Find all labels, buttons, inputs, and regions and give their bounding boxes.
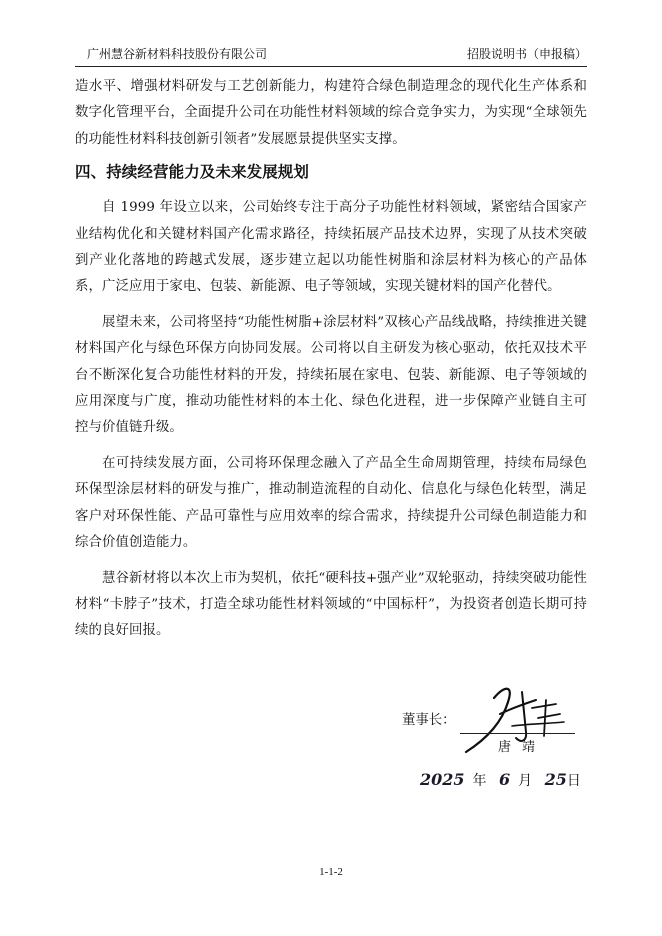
date-day: 25: [544, 770, 567, 789]
paragraph-conclusion: 慧谷新材将以本次上市为契机，依托“硬科技+强产业”双轮驱动，持续突破功能性材料“卡脖子”技术，打造全球功能性材料领域的“中国标杆”，为投资者创造长期可持续的良好回报。: [75, 570, 587, 639]
date-day-unit: 日: [566, 773, 581, 789]
paragraph-outlook: 展望未来，公司将坚持“功能性树脂+涂层材料”双核心产品线战略，持续推进关键材料国产化与绿色环保方向协同发展。公司将以自主研发为核心驱动，依托双技术平台不断深化复合功能性材料的开发，持续拓展在家电、包装、新能源、电子等领域的应用深度与广度，推动功能性材料的本土化、绿色化进程，进一步保障产业链自主可控与价值链升级。: [75, 314, 587, 436]
header-company: 广州慧谷新材料科技股份有限公司: [87, 47, 268, 61]
date-year: 2025: [420, 770, 465, 789]
paragraph-history: 自 1999 年设立以来，公司始终专注于高分子功能性材料领域，紧密结合国家产业结构优化和关键材料国产化需求路径，持续拓展产品技术边界，实现了从技术突破到产业化落地的跨越式发展，逐步建立起以功能性树脂和涂层材料为核心的产品体系，广泛应用于家电、包装、新能源、电子等领域，实现关键材料的国产化替代。: [75, 200, 587, 295]
document-body: [75, 74, 587, 645]
chairman-name: 唐靖: [498, 740, 547, 755]
date-year-unit: 年: [472, 773, 487, 789]
paragraph-intro-continued: 造水平、增强材料研发与工艺创新能力，构建符合绿色制造理念的现代化生产体系和数字化管理平台，全面提升公司在功能性材料领域的综合竞争实力，为实现“全球领先的功能性材料科技创新引领者”发展愿景提供坚实支撑。: [75, 79, 587, 147]
header-doc-title: 招股说明书（申报稿）: [466, 47, 587, 61]
signing-date: [420, 770, 581, 790]
date-month-unit: 月: [518, 773, 533, 789]
chairman-label: 董事长：: [402, 713, 456, 728]
signature-line: [460, 733, 575, 734]
section-title: 四、持续经营能力及未来发展规划: [75, 163, 310, 182]
paragraph-sustainability: 在可持续发展方面，公司将环保理念融入了产品全生命周期管理，持续布局绿色环保型涂层材料的研发与推广，推动制造流程的自动化、信息化与绿色化转型，满足客户对环保性能、产品可靠性与应用效率的综合需求，持续提升公司绿色制造能力和综合价值创造能力。: [75, 455, 587, 551]
header-rule: [75, 66, 587, 67]
date-month: 6: [498, 770, 511, 789]
page-number: 1-1-2: [319, 866, 343, 878]
